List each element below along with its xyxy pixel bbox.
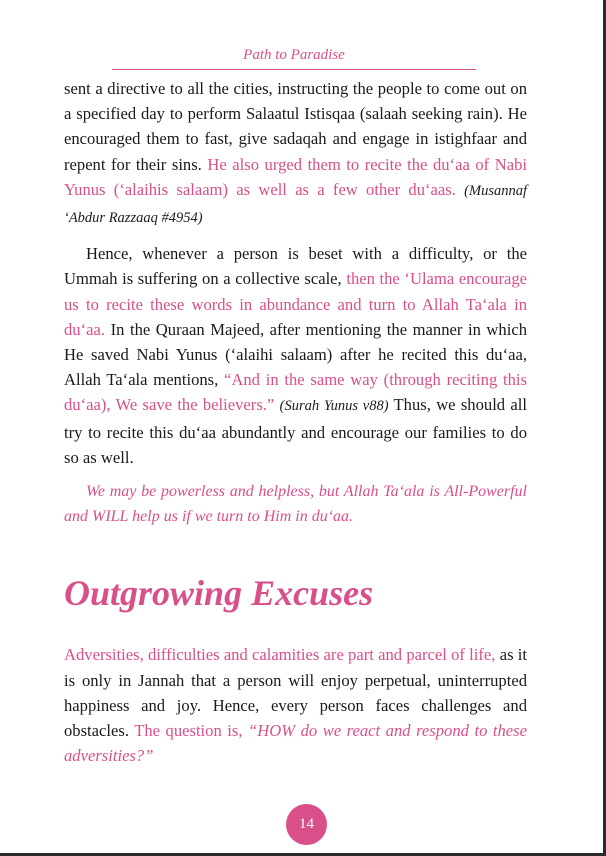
paragraph-4-question: “HOW do we react and respond to these adversities?” <box>64 721 527 766</box>
paragraph-3-emphasis: We may be powerless and helpless, but Allah Ta‘ala is All-Powerful and WILL help us if we turn to Him in du‘aa. <box>64 483 527 526</box>
page-body <box>64 76 527 768</box>
paragraph-2-text-c: Thus, we should all try to recite this du‘aa abundantly and encourage our families to do so as well. <box>64 395 527 467</box>
paragraph-1 <box>64 76 527 231</box>
paragraph-1-highlight: He also urged them to recite the du‘aa of Nabi Yunus (‘alaihis salaam) as well as a few other du‘aas. <box>64 154 527 199</box>
paragraph-4-highlight: Adversities, difficulties and calamities are part and parcel of life, <box>64 645 496 665</box>
paragraph-4-text: as it is only in Jannah that a person will enjoy perpetual, uninterrupted happiness and joy. Hence, every person faces challenges and obstacles. <box>64 645 528 741</box>
running-header: Path to Paradise <box>243 47 345 63</box>
page-number-badge: 14 <box>286 804 327 845</box>
paragraph-4-question-lead: The question is, <box>134 721 249 741</box>
paragraph-2-text-b: In the Quraan Majeed, after mentioning the manner in which He saved Nabi Yunus (‘alaihi salaam) after he recited this du‘aa, Allah Ta‘ala mentions, <box>64 319 527 390</box>
citation-surah-yunus: (Surah Yunus v88) <box>279 398 389 415</box>
citation-musannaf: (Musannaf ‘Abdur Razzaaq #4954) <box>64 182 528 227</box>
paragraph-4 <box>64 642 527 768</box>
paragraph-2 <box>64 241 527 470</box>
quran-quote: “And in the same way (through reciting this du‘aa), We save the believers.” <box>64 370 527 415</box>
header-rule <box>112 69 476 70</box>
paragraph-1-text: sent a directive to all the cities, instructing the people to come out on a specified day to perform Salaatul Istisqaa (salaah seeking rain). He encouraged them to fast, give sadaqah and engage in istighfaar and repent for their sins. <box>64 79 527 174</box>
section-title: Outgrowing Excuses <box>64 573 374 614</box>
paragraph-2-highlight: then the ‘Ulama encourage us to recite these words in abundance and turn to Allah Ta‘ala in du‘aa. <box>64 269 527 339</box>
paragraph-2-text-a: Hence, whenever a person is beset with a difficulty, or the Ummah is suffering on a collective scale, <box>64 244 527 289</box>
